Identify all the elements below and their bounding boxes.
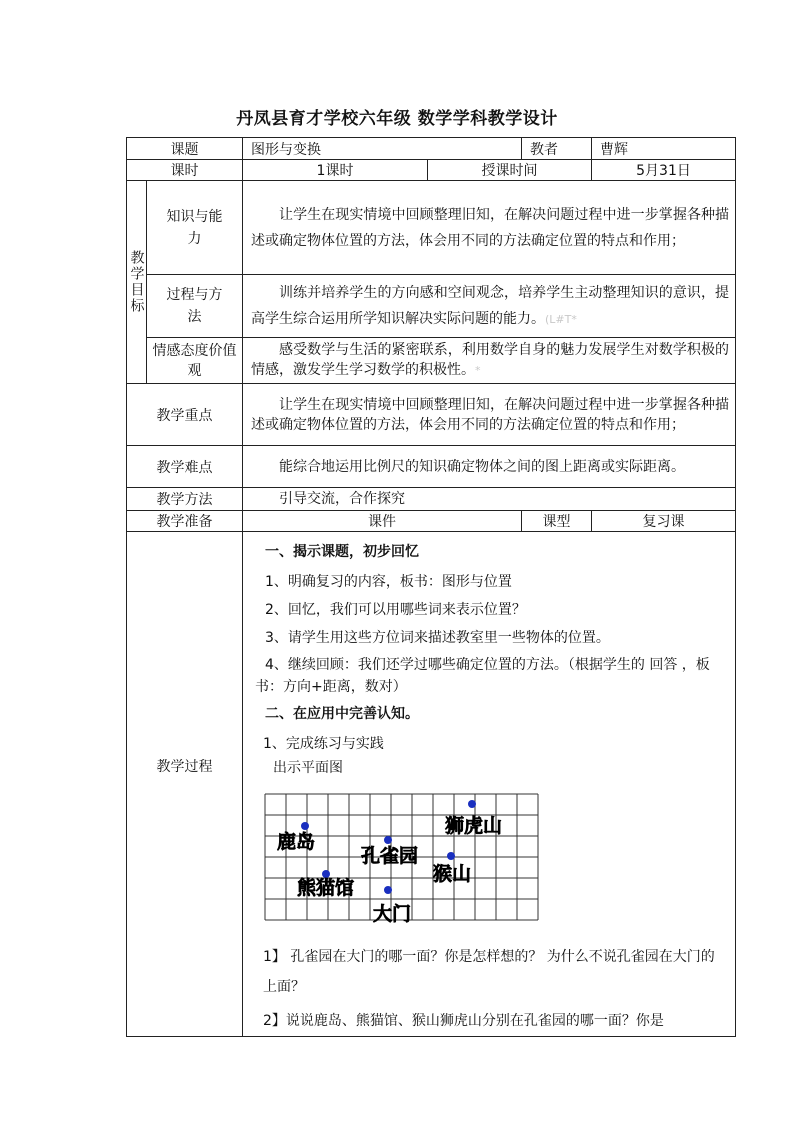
method-text: 引导交流，合作探究 [243,488,736,511]
goals-label: 教学目标 [128,250,145,314]
row-topic [127,138,736,160]
dot-lion [468,800,476,808]
document-title: 丹凤县育才学校六年级 数学学科教学设计 [236,109,558,129]
difficulty-label: 教学难点 [127,446,243,488]
row-period [127,160,736,181]
map-label-lion: 狮虎山 [445,815,503,837]
question-1: 1】 孔雀园在大门的哪一面？你是怎样想的？ 为什么不说孔雀园在大门的上面？ [263,949,715,995]
process-method-cell [243,275,736,338]
lesson-plan-table [126,137,736,1037]
teacher-label: 教者 [522,138,592,160]
topic-label: 课题 [127,138,243,160]
emotion-label-cell [147,338,243,384]
row-process-method [127,275,736,338]
prep-label: 教学准备 [127,511,243,532]
row-emotion [127,338,736,384]
sub-step-1: 1、完成练习与实践 [263,736,384,752]
method-label: 教学方法 [127,488,243,511]
dot-peacock [384,836,392,844]
step-2: 2、回忆，我们可以用哪些词来表示位置？ [265,602,526,618]
section-1-heading: 一、揭示课题，初步回忆 [265,544,419,560]
map-label-monkey: 猴山 [433,863,472,885]
process-method-label: 过程与方法 [166,287,223,325]
emotion-cell [243,338,736,384]
knowledge-text: 让学生在现实情境中回顾整理旧知，在解决问题过程中进一步掌握各种描述或确定物体位置的方法，体会用不同的方法确定位置的特点和作用； [243,181,736,275]
step-3: 3、请学生用这些方位词来描述教室里一些物体的位置。 [265,630,610,646]
dot-gate [384,886,392,894]
map-label-peacock: 孔雀园 [361,845,419,867]
period-label: 课时 [127,160,243,181]
map-label-deer: 鹿岛 [277,831,316,853]
step-1: 1、明确复习的内容，板书：图形与位置 [265,574,512,590]
zoo-map-svg [255,786,545,928]
watermark-mark: (L#T* [545,312,577,326]
row-key-point [127,384,736,446]
row-prep [127,511,736,532]
row-knowledge [127,181,736,275]
process-cell [243,532,736,1037]
emotion-label: 情感态度价值观 [152,342,237,379]
process-method-label-cell [147,275,243,338]
time-label: 授课时间 [428,160,592,181]
period-value: 1课时 [243,160,428,181]
process-method-text: 训练并培养学生的方向感和空间观念，培养学生主动整理知识的意识，提高学生综合运用所学知识解决实际问题的能力。 [251,284,730,327]
map-label-panda: 熊猫馆 [297,877,355,899]
sub-step-2: 出示平面图 [273,760,343,776]
process-label: 教学过程 [127,532,243,1037]
map-label-gate: 大门 [373,903,412,925]
lesson-type-value: 复习课 [592,511,736,532]
watermark-mark-2: * [475,364,481,377]
topic-value: 图形与变换 [243,138,522,160]
section-2-heading: 二、在应用中完善认知。 [265,706,419,722]
zoo-map [255,786,727,932]
key-point-label: 教学重点 [127,384,243,446]
prep-value: 课件 [243,511,522,532]
row-process [127,532,736,1037]
knowledge-label-cell [147,181,243,275]
goals-label-cell [127,181,147,384]
time-value: 5月31日 [592,160,736,181]
emotion-text: 感受数学与生活的紧密联系，利用数学自身的魅力发展学生对数学积极的情感，激发学生学习数学的积极性。 [251,342,730,378]
row-difficulty [127,446,736,488]
lesson-type-label: 课型 [522,511,592,532]
row-method [127,488,736,511]
question-2: 2】说说鹿岛、熊猫馆、猴山狮虎山分别在孔雀园的哪一面？你是 [263,1013,664,1029]
dot-deer [301,822,309,830]
dot-monkey [447,852,455,860]
difficulty-text: 能综合地运用比例尺的知识确定物体之间的图上距离或实际距离。 [243,446,736,488]
step-4: 4、继续回顾：我们还学过哪些确定位置的方法。（根据学生的 回答 ，板书：方向+距离，数对） [255,657,710,695]
key-point-text: 让学生在现实情境中回顾整理旧知，在解决问题过程中进一步掌握各种描述或确定物体位置的方法，体会用不同的方法确定位置的特点和作用； [243,384,736,446]
teacher-value: 曹辉 [592,138,736,160]
knowledge-label: 知识与能力 [166,208,223,247]
